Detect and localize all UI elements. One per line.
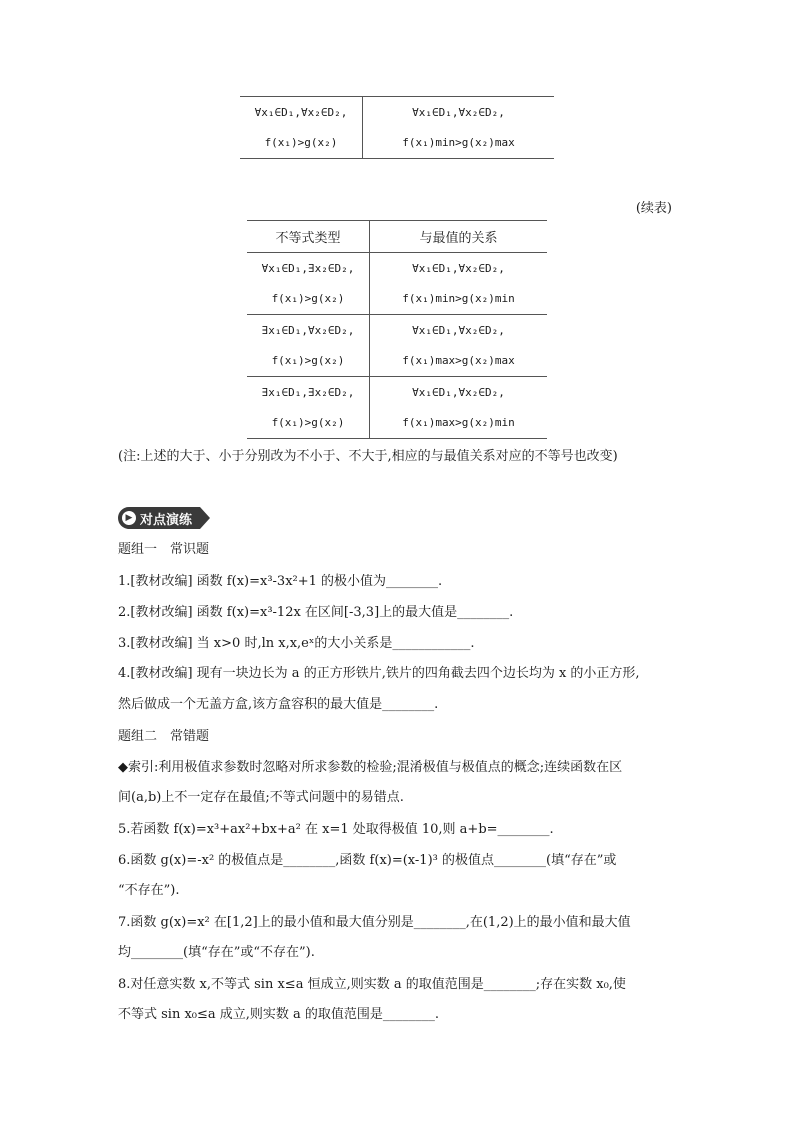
table-cell [370,377,548,439]
cell-line: f(x₁)>g(x₂) [271,415,345,429]
question-7-line2: 均________(填“存在”或“不存在”). [118,945,315,960]
table-cell [247,315,370,377]
group2-title: 题组二 常错题 [118,729,210,744]
question-6-line1: 6.函数 g(x)=-x² 的极值点是________,函数 f(x)=(x-1)³ 的极值点________(填“存在”或 [118,853,617,868]
table-row [240,97,554,159]
cell-line: ∀x₁∈D₁,∀x₂∈D₂, [412,105,505,119]
table-cell [247,377,370,439]
table-row [247,377,547,439]
badge-label: 对点演练 [140,512,193,528]
table-header: 不等式类型 [247,221,370,253]
cell-line: ∀x₁∈D₁,∀x₂∈D₂, [412,261,505,275]
question-2: 2.[教材改编] 函数 f(x)=x³-12x 在区间[-3,3]上的最大值是________. [118,605,514,620]
question-5: 5.若函数 f(x)=x³+ax²+bx+a² 在 x=1 处取得极值 10,则 a+b=________. [118,822,554,837]
table-cell [363,97,555,159]
question-8-line1: 8.对任意实数 x,不等式 sin x≤a 恒成立,则实数 a 的取值范围是________;存在实数 x₀,使 [118,977,626,992]
cell-line: ∀x₁∈D₁,∃x₂∈D₂, [261,261,355,275]
table-row [247,315,547,377]
cell-line: f(x₁)>g(x₂) [271,353,345,367]
table-cell [247,253,370,315]
cell-line: f(x₁)max>g(x₂)max [402,353,515,367]
question-6-line2: “不存在”). [118,883,180,898]
table-cell [240,97,363,159]
question-4-line2: 然后做成一个无盖方盒,该方盒容积的最大值是________. [118,697,439,712]
table-cell [370,315,548,377]
cell-line: ∀x₁∈D₁,∀x₂∈D₂, [254,105,348,119]
table-note: (注:上述的大于、小于分别改为不小于、不大于,相应的与最值关系对应的不等号也改变) [118,449,618,464]
cell-line: f(x₁)min>g(x₂)max [402,135,515,149]
table-fragment [240,96,554,159]
question-7-line1: 7.函数 g(x)=x² 在[1,2]上的最小值和最大值分别是________,在(1,2)上的最小值和最大值 [118,915,631,930]
question-4-line1: 4.[教材改编] 现有一块边长为 a 的正方形铁片,铁片的四角截去四个边长均为 x 的小正方形, [118,666,640,681]
cell-line: ∃x₁∈D₁,∀x₂∈D₂, [261,323,355,337]
table-row [247,253,547,315]
table-header: 与最值的关系 [419,231,498,246]
continued-label: (续表) [635,201,672,216]
play-icon: ▶ [122,511,136,525]
question-8-line2: 不等式 sin x₀≤a 成立,则实数 a 的取值范围是________. [118,1007,440,1022]
badge-tip [200,507,210,529]
section-badge [118,507,210,529]
cell-line: f(x₁)min>g(x₂)min [402,291,515,305]
cell-line: f(x₁)>g(x₂) [271,291,345,305]
table-header-row [247,221,547,253]
table-cell [370,253,548,315]
index-line1: ◆索引:利用极值求参数时忽略对所求参数的检验;混淆极值与极值点的概念;连续函数在区 [118,760,623,775]
group1-title: 题组一 常识题 [118,542,210,557]
cell-line: ∀x₁∈D₁,∀x₂∈D₂, [412,385,505,399]
cell-line: ∀x₁∈D₁,∀x₂∈D₂, [412,323,505,337]
index-line2: 间(a,b)上不一定存在最值;不等式问题中的易错点. [118,790,404,805]
question-3: 3.[教材改编] 当 x>0 时,ln x,x,eˣ的大小关系是____________. [118,636,475,651]
inequality-table [247,220,547,439]
badge-body [118,507,200,529]
cell-line: f(x₁)>g(x₂) [264,135,338,149]
question-1: 1.[教材改编] 函数 f(x)=x³-3x²+1 的极小值为________. [118,574,443,589]
cell-line: f(x₁)max>g(x₂)min [402,415,515,429]
cell-line: ∃x₁∈D₁,∃x₂∈D₂, [261,385,355,399]
